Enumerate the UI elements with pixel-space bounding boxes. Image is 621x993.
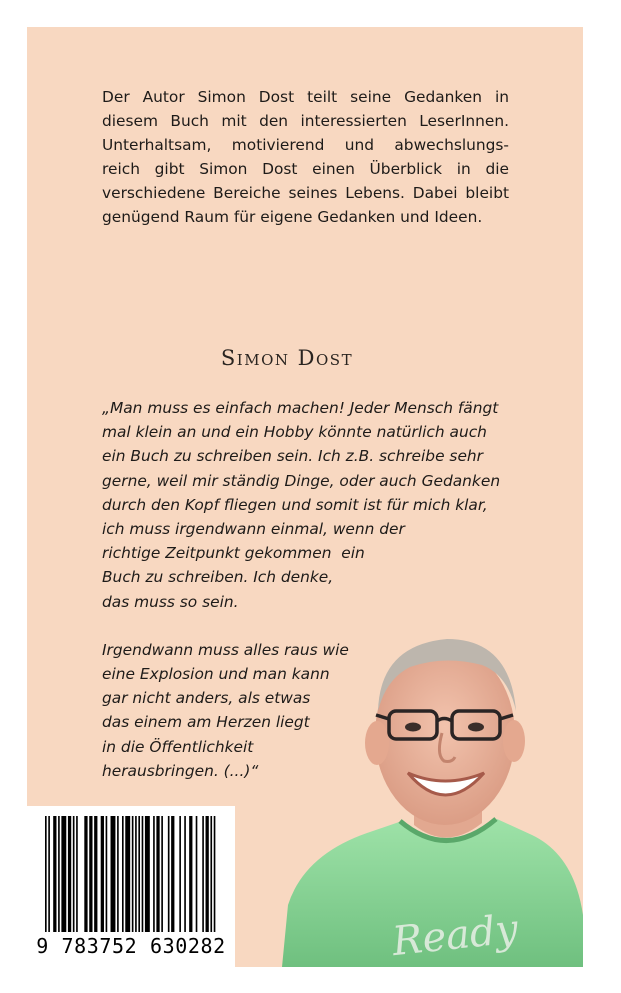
barcode-bar bbox=[45, 816, 47, 932]
barcode-bar bbox=[122, 816, 124, 932]
barcode-bar bbox=[161, 816, 163, 932]
ear-left bbox=[365, 721, 389, 765]
barcode-bar bbox=[206, 816, 209, 932]
quote-line: ein Buch zu schreiben sein. Ich z.B. schreibe sehr bbox=[102, 447, 484, 466]
barcode-bar bbox=[138, 816, 140, 932]
barcode-bar bbox=[179, 816, 181, 932]
quote-line: „Man muss es einfach machen! Jeder Mensch fängt bbox=[102, 399, 499, 417]
barcode-bar bbox=[135, 816, 137, 932]
barcode-bar bbox=[48, 816, 50, 932]
blurb-text bbox=[102, 85, 509, 229]
barcode-bar bbox=[117, 816, 119, 932]
quote-line: eine Explosion und man kann bbox=[102, 665, 330, 684]
barcode-bar bbox=[196, 816, 198, 932]
shirt-print: Ready bbox=[390, 906, 521, 966]
barcode-bars bbox=[45, 816, 217, 932]
barcode-bar bbox=[68, 816, 71, 932]
barcode-bar bbox=[171, 816, 174, 932]
author-photo bbox=[282, 615, 583, 967]
blurb-line: verschiedene Bereiche seines Lebens. Dabei bleibt bbox=[102, 184, 509, 202]
barcode-bar bbox=[202, 816, 204, 932]
quote-line: in die Öffentlichkeit bbox=[102, 737, 254, 756]
quote-line: mal klein an und ein Hobby könnte natürlich auch bbox=[102, 423, 487, 442]
barcode-bar bbox=[89, 816, 92, 932]
blurb-line: genügend Raum für eigene Gedanken und Ideen. bbox=[102, 208, 483, 226]
quote-line: durch den Kopf fliegen und somit ist für mich klar, bbox=[102, 495, 488, 514]
barcode-bar bbox=[214, 816, 216, 932]
barcode-bar bbox=[94, 816, 97, 932]
barcode-bar bbox=[153, 816, 155, 932]
back-cover bbox=[27, 27, 583, 967]
ear-right bbox=[503, 720, 525, 762]
blurb-line: diesem Buch mit den interessierten LeserInnen. bbox=[102, 112, 509, 130]
barcode-bar bbox=[189, 816, 192, 932]
author-name: Simon Dost bbox=[220, 346, 354, 370]
barcode-bar bbox=[84, 816, 87, 932]
barcode bbox=[27, 806, 235, 967]
barcode-bar bbox=[168, 816, 170, 932]
barcode-bar bbox=[106, 816, 108, 932]
barcode-bar bbox=[76, 816, 78, 932]
barcode-bar bbox=[101, 816, 104, 932]
quote-line: gerne, weil mir ständig Dinge, oder auch Gedanken bbox=[102, 471, 501, 490]
quote-line: ich muss irgendwann einmal, wenn der bbox=[102, 520, 405, 539]
quote-line: richtige Zeitpunkt gekommen ein bbox=[102, 544, 365, 563]
barcode-bar bbox=[53, 816, 56, 932]
barcode-bar bbox=[145, 816, 150, 932]
quote-line: gar nicht anders, als etwas bbox=[102, 689, 311, 708]
barcode-bar bbox=[142, 816, 144, 932]
quote-line: das muss so sein. bbox=[102, 592, 239, 611]
isbn-number: 9 783752 630282 bbox=[36, 934, 226, 958]
barcode-bar bbox=[132, 816, 134, 932]
quote-line: Buch zu schreiben. Ich denke, bbox=[102, 568, 334, 587]
barcode-bar bbox=[184, 816, 186, 932]
blurb-line: Der Autor Simon Dost teilt seine Gedanken in bbox=[102, 88, 509, 106]
quote-line: herausbringen. (...)“ bbox=[102, 761, 259, 780]
quote-line: Irgendwann muss alles raus wie bbox=[102, 640, 349, 659]
quote-line: das einem am Herzen liegt bbox=[102, 713, 310, 732]
barcode-bar bbox=[210, 816, 212, 932]
blurb-line: reich gibt Simon Dost einen Überblick in die bbox=[102, 160, 509, 178]
barcode-bar bbox=[111, 816, 116, 932]
barcode-bar bbox=[58, 816, 60, 932]
barcode-bar bbox=[125, 816, 130, 932]
barcode-bar bbox=[61, 816, 66, 932]
barcode-bar bbox=[156, 816, 159, 932]
blurb-line: Unterhaltsam, motivierend und abwechslungs- bbox=[102, 136, 509, 154]
barcode-bar bbox=[73, 816, 75, 932]
